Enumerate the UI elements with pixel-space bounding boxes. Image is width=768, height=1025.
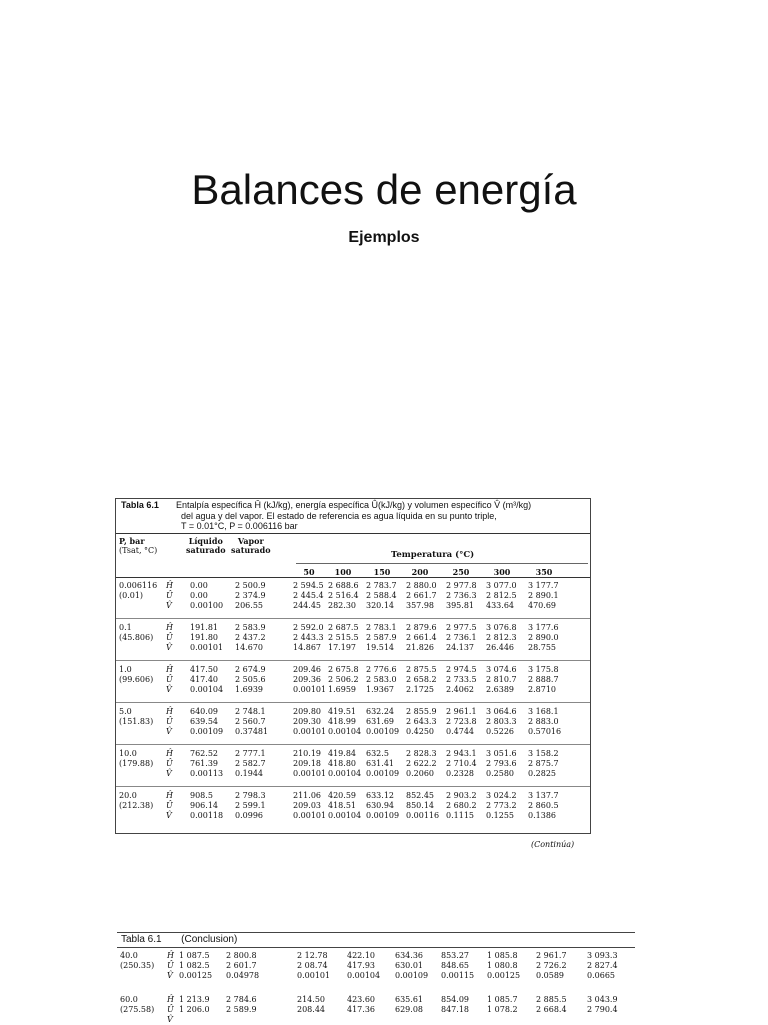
value-cell: 3 158.2 2 875.7 0.2825	[528, 749, 559, 778]
value-cell: 214.50 208.44	[297, 995, 325, 1014]
value-cell: 209.46 209.36 0.00101	[293, 665, 327, 694]
table2-rule	[117, 947, 635, 948]
temp-col-header: 300	[493, 567, 511, 577]
caption-line-2: del agua y del vapor. El estado de referencia es agua líquida en su punto triple,	[181, 511, 497, 521]
value-cell: 635.61 629.08	[395, 995, 423, 1014]
value-cell: 2 800.8 2 601.7 0.04978	[226, 951, 260, 980]
pressure-cell: 10.0 (179.88)	[119, 749, 154, 768]
slide-title: Balances de energía	[191, 166, 577, 213]
value-cell: 2 776.6 2 583.0 1.9367	[366, 665, 397, 694]
slide-subtitle: Ejemplos	[348, 229, 420, 246]
value-cell: 422.10 417.93 0.00104	[347, 951, 381, 980]
header-temperature: Temperatura (°C)	[391, 550, 475, 560]
table-top-rule	[116, 533, 590, 534]
pressure-group	[116, 579, 590, 613]
value-cell: 1 085.8 1 080.8 0.00125	[487, 951, 521, 980]
property-symbols: Ĥ Û V̂	[167, 995, 174, 1024]
value-cell: 2 798.3 2 599.1 0.0996	[235, 791, 266, 820]
property-symbols: Ĥ Û V̂	[166, 581, 173, 610]
value-cell: 0.00 0.00 0.00100	[190, 581, 224, 610]
pressure-group	[117, 993, 635, 1025]
value-cell: 2 783.1 2 587.9 19.514	[366, 623, 397, 652]
pressure-cell: 1.0 (99.606)	[119, 665, 154, 684]
value-cell: 1 087.5 1 082.5 0.00125	[179, 951, 213, 980]
value-cell: 2 583.9 2 437.2 14.670	[235, 623, 266, 652]
value-cell: 2 748.1 2 560.7 0.37481	[235, 707, 269, 736]
value-cell: 640.09 639.54 0.00109	[190, 707, 224, 736]
value-cell: 209.80 209.30 0.00101	[293, 707, 327, 736]
value-cell: 2 592.0 2 443.3 14.867	[293, 623, 324, 652]
value-cell: 3 024.2 2 773.2 0.1255	[486, 791, 517, 820]
pressure-group	[116, 747, 590, 781]
temp-col-header: 250	[452, 567, 470, 577]
group-divider	[116, 786, 590, 787]
value-cell: 3 175.8 2 888.7 2.8710	[528, 665, 559, 694]
property-symbols: Ĥ Û V̂	[166, 623, 173, 652]
value-cell: 1 085.7 1 078.2	[487, 995, 518, 1014]
value-cell: 3 076.8 2 812.3 26.446	[486, 623, 517, 652]
temperature-rule	[296, 563, 588, 564]
header-bottom-rule	[116, 577, 590, 578]
value-cell: 3 064.6 2 803.3 0.5226	[486, 707, 517, 736]
pressure-cell: 5.0 (151.83)	[119, 707, 154, 726]
property-symbols: Ĥ Û V̂	[167, 951, 174, 980]
value-cell: 419.84 418.80 0.00104	[328, 749, 362, 778]
value-cell: 852.45 850.14 0.00116	[406, 791, 440, 820]
value-cell: 3 043.9 2 790.4	[587, 995, 618, 1014]
value-cell: 854.09 847.18	[441, 995, 469, 1014]
value-cell: 3 077.0 2 812.5 433.64	[486, 581, 517, 610]
value-cell: 2 875.5 2 658.2 2.1725	[406, 665, 437, 694]
property-symbols: Ĥ Û V̂	[166, 665, 173, 694]
temp-col-header: 200	[411, 567, 429, 577]
value-cell: 2 675.8 2 506.2 1.6959	[328, 665, 359, 694]
value-cell: 2 783.7 2 588.4 320.14	[366, 581, 397, 610]
header-vapor: Vapor saturado	[231, 536, 271, 555]
value-cell: 420.59 418.51 0.00104	[328, 791, 362, 820]
temp-col-header: 150	[373, 567, 391, 577]
table2-subtitle: (Conclusion)	[181, 934, 238, 945]
pressure-cell: 0.1 (45.806)	[119, 623, 154, 642]
property-symbols: Ĥ Û V̂	[166, 749, 173, 778]
value-cell: 1 213.9 1 206.0	[179, 995, 210, 1014]
pressure-group	[117, 949, 635, 983]
caption-line-3: T = 0.01°C, P = 0.006116 bar	[181, 521, 298, 531]
value-cell: 762.52 761.39 0.00113	[190, 749, 224, 778]
value-cell: 2 961.7 2 726.2 0.0589	[536, 951, 567, 980]
property-symbols: Ĥ Û V̂	[166, 791, 173, 820]
continua-note: (Continúa)	[531, 840, 575, 849]
steam-table-conclusion-image	[117, 932, 635, 1025]
pressure-cell: 0.006116 (0.01)	[119, 581, 158, 600]
pressure-cell: 40.0 (250.35)	[120, 951, 155, 970]
value-cell: 2 855.9 2 643.3 0.4250	[406, 707, 437, 736]
pressure-group	[116, 621, 590, 655]
value-cell: 2 500.9 2 374.9 206.55	[235, 581, 266, 610]
temp-col-header: 350	[535, 567, 553, 577]
header-pressure: P, bar (Tsat, °C)	[119, 536, 158, 555]
group-divider	[116, 660, 590, 661]
value-cell: 3 051.6 2 793.6 0.2580	[486, 749, 517, 778]
value-cell: 2 880.0 2 661.7 357.98	[406, 581, 437, 610]
value-cell: 2 687.5 2 515.5 17.197	[328, 623, 359, 652]
value-cell: 634.36 630.01 0.00109	[395, 951, 429, 980]
group-divider	[116, 744, 590, 745]
steam-table-image	[115, 498, 591, 834]
pressure-group	[116, 663, 590, 697]
value-cell: 423.60 417.36	[347, 995, 375, 1014]
value-cell: 3 177.6 2 890.0 28.755	[528, 623, 559, 652]
value-cell: 3 168.1 2 883.0 0.57016	[528, 707, 562, 736]
temp-col-header: 50	[303, 567, 315, 577]
property-symbols: Ĥ Û V̂	[166, 707, 173, 736]
value-cell: 2 688.6 2 516.4 282.30	[328, 581, 359, 610]
value-cell: 632.24 631.69 0.00109	[366, 707, 400, 736]
table2-caption	[121, 935, 237, 945]
value-cell: 2 977.5 2 736.1 24.137	[446, 623, 477, 652]
value-cell: 2 828.3 2 622.2 0.2060	[406, 749, 437, 778]
pressure-cell: 60.0 (275.58)	[120, 995, 155, 1014]
value-cell: 419.51 418.99 0.00104	[328, 707, 362, 736]
value-cell: 3 137.7 2 860.5 0.1386	[528, 791, 559, 820]
header-liquid: Líquido saturado	[186, 536, 226, 555]
value-cell: 2 879.6 2 661.4 21.826	[406, 623, 437, 652]
value-cell: 210.19 209.18 0.00101	[293, 749, 327, 778]
value-cell: 3 074.6 2 810.7 2.6389	[486, 665, 517, 694]
value-cell: 908.5 906.14 0.00118	[190, 791, 224, 820]
value-cell: 2 12.78 2 08.74 0.00101	[297, 951, 331, 980]
value-cell: 2 594.5 2 445.4 244.45	[293, 581, 324, 610]
table-label: Tabla 6.1	[121, 500, 159, 510]
pressure-group	[116, 789, 590, 823]
value-cell: 191.81 191.80 0.00101	[190, 623, 224, 652]
value-cell: 2 777.1 2 582.7 0.1944	[235, 749, 266, 778]
pressure-group	[116, 705, 590, 739]
value-cell: 3 177.7 2 890.1 470.69	[528, 581, 559, 610]
value-cell: 211.06 209.03 0.00101	[293, 791, 327, 820]
value-cell: 417.50 417.40 0.00104	[190, 665, 224, 694]
value-cell: 3 093.3 2 827.4 0.0665	[587, 951, 618, 980]
value-cell: 2 885.5 2 668.4	[536, 995, 567, 1014]
value-cell: 2 674.9 2 505.6 1.6939	[235, 665, 266, 694]
value-cell: 2 784.6 2 589.9	[226, 995, 257, 1014]
pressure-cell: 20.0 (212.38)	[119, 791, 154, 810]
table2-label: Tabla 6.1	[121, 934, 162, 945]
temp-col-header: 100	[334, 567, 352, 577]
value-cell: 632.5 631.41 0.00109	[366, 749, 400, 778]
value-cell: 2 974.5 2 733.5 2.4062	[446, 665, 477, 694]
group-divider	[116, 702, 590, 703]
value-cell: 633.12 630.94 0.00109	[366, 791, 400, 820]
value-cell: 2 961.1 2 723.8 0.4744	[446, 707, 477, 736]
value-cell: 2 903.2 2 680.2 0.1115	[446, 791, 477, 820]
value-cell: 2 977.8 2 736.3 395.81	[446, 581, 477, 610]
group-divider	[116, 618, 590, 619]
value-cell: 853.27 848.65 0.00115	[441, 951, 475, 980]
caption-line-1: Entalpía específica Ĥ (kJ/kg), energía específica Û(kJ/kg) y volumen específico V̂ (m³/kg)	[175, 500, 532, 510]
value-cell: 2 943.1 2 710.4 0.2328	[446, 749, 477, 778]
